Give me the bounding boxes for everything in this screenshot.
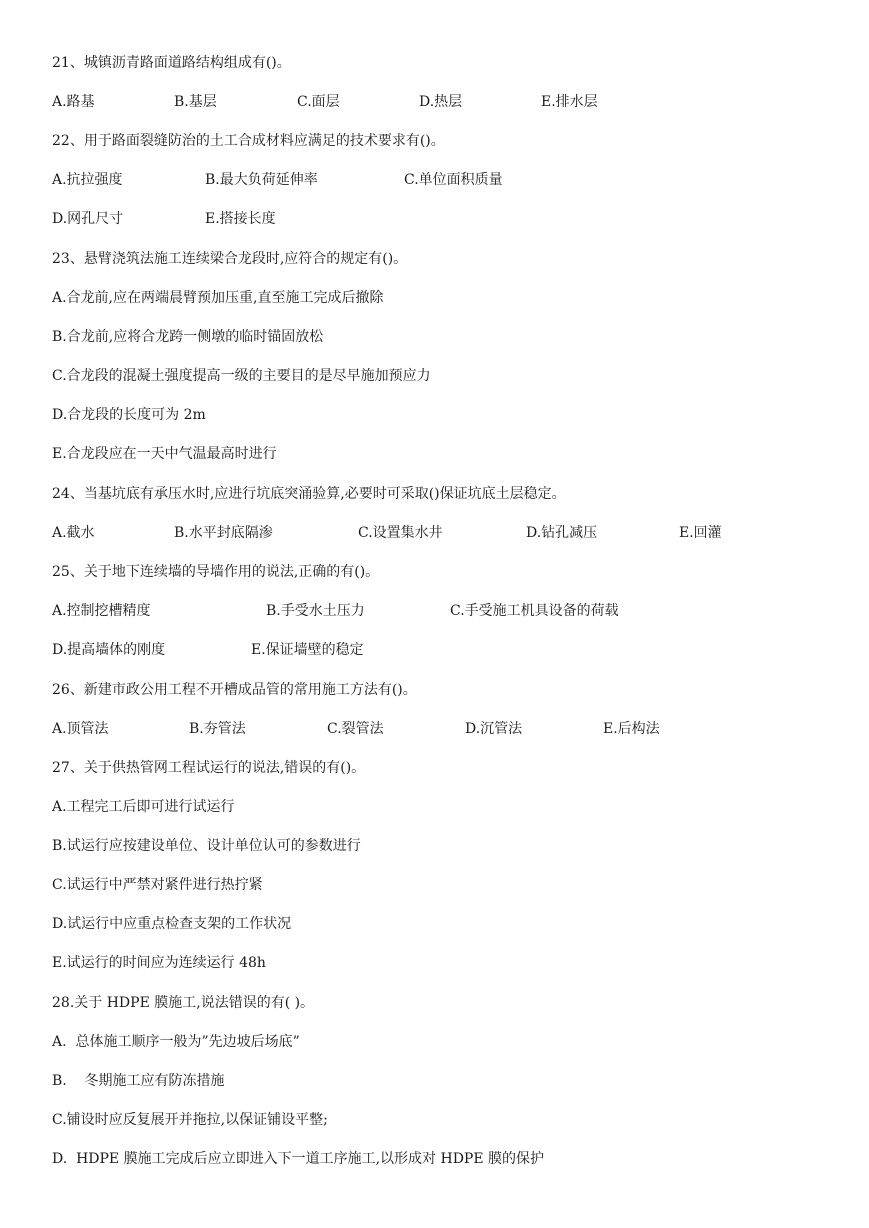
option-e: E.试运行的时间应为连续运行 48h <box>52 955 266 971</box>
option-b: B. 冬期施工应有防冻措施 <box>52 1073 225 1089</box>
option-b: B.基层 <box>174 94 217 110</box>
option-d: D.试运行中应重点检查支架的工作状况 <box>52 916 292 932</box>
option-c: C.单位面积质量 <box>404 172 503 188</box>
option-e: E.回灌 <box>679 525 722 541</box>
option-b: B.水平封底隔渗 <box>174 525 273 541</box>
option-b: B.夯管法 <box>189 721 246 737</box>
option-e: E.搭接长度 <box>205 211 276 227</box>
question-24-options <box>52 523 812 543</box>
option-b: B.试运行应按建设单位、设计单位认可的参数进行 <box>52 838 361 854</box>
question-28-stem: 28.关于 HDPE 膜施工,说法错误的有( )。 <box>52 995 315 1011</box>
question-22-stem: 22、用于路面裂缝防治的土工合成材料应满足的技术要求有()。 <box>52 133 445 149</box>
question-22-options-row-2 <box>52 209 812 229</box>
option-c: C.设置集水井 <box>358 525 443 541</box>
option-e: E.保证墙壁的稳定 <box>251 642 364 658</box>
option-c: C.试运行中严禁对紧件进行热拧紧 <box>52 877 263 893</box>
option-a: A.合龙前,应在两端晨臂预加压重,直至施工完成后撤除 <box>52 290 384 306</box>
option-b: B.最大负荷延伸率 <box>205 172 318 188</box>
question-25-stem: 25、关于地下连续墙的导墙作用的说法,正确的有()。 <box>52 564 380 580</box>
option-d: D. HDPE 膜施工完成后应立即进入下一道工序施工,以形成对 HDPE 膜的保护 <box>52 1151 545 1167</box>
option-e: E.排水层 <box>541 94 598 110</box>
option-c: C.合龙段的混凝土强度提高一级的主要目的是尽早施加预应力 <box>52 368 431 384</box>
option-d: D.网孔尺寸 <box>52 211 124 227</box>
option-a: A.工程完工后即可进行试运行 <box>52 799 235 815</box>
question-25-options-row-2 <box>52 640 812 660</box>
question-21-stem: 21、城镇沥青路面道路结构组成有()。 <box>52 55 291 71</box>
option-a: A.抗拉强度 <box>52 172 123 188</box>
option-a: A.顶管法 <box>52 721 109 737</box>
option-a: A.控制挖槽精度 <box>52 603 151 619</box>
option-c: C.手受施工机具设备的荷载 <box>450 603 619 619</box>
option-e: E.合龙段应在一天中气温最高时进行 <box>52 446 277 462</box>
option-c: C.裂管法 <box>327 721 384 737</box>
option-e: E.后构法 <box>603 721 660 737</box>
question-25-options-row-1 <box>52 601 812 621</box>
option-a: A.截水 <box>52 525 95 541</box>
option-d: D.钻孔减压 <box>526 525 598 541</box>
question-21-options <box>52 92 812 112</box>
option-d: D.热层 <box>419 94 463 110</box>
option-c: C.铺设时应反复展开并拖拉,以保证铺设平整; <box>52 1112 328 1128</box>
question-24-stem: 24、当基坑底有承压水时,应进行坑底突涌验算,必要时可采取()保证坑底土层稳定。 <box>52 486 566 502</box>
option-c: C.面层 <box>297 94 340 110</box>
option-d: D.提高墙体的刚度 <box>52 642 166 658</box>
question-27-stem: 27、关于供热管网工程试运行的说法,错误的有()。 <box>52 760 366 776</box>
option-b: B.手受水土压力 <box>266 603 365 619</box>
option-d: D.合龙段的长度可为 2m <box>52 407 206 423</box>
question-22-options-row-1 <box>52 170 812 190</box>
question-23-stem: 23、悬臂浇筑法施工连续梁合龙段时,应符合的规定有()。 <box>52 251 408 267</box>
option-b: B.合龙前,应将合龙跨一侧墩的临时锚固放松 <box>52 329 324 345</box>
option-d: D.沉管法 <box>465 721 523 737</box>
option-a: A. 总体施工顺序一般为”先边坡后场底” <box>52 1034 300 1050</box>
option-a: A.路基 <box>52 94 95 110</box>
question-26-stem: 26、新建市政公用工程不开槽成品管的常用施工方法有()。 <box>52 682 417 698</box>
question-26-options <box>52 719 812 739</box>
